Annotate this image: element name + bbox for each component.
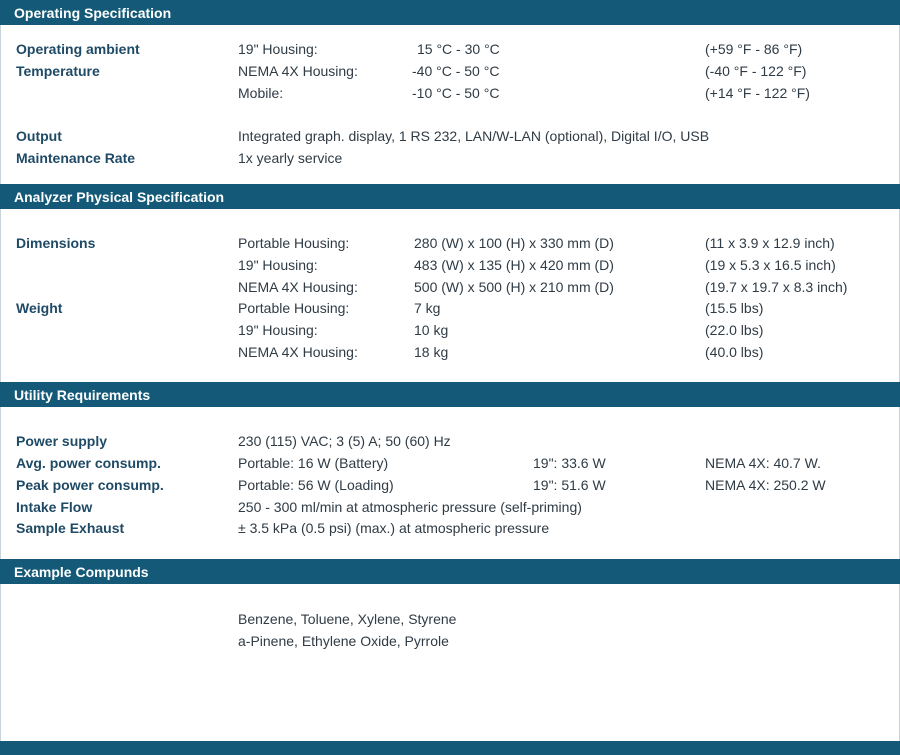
celsius-range: -40 °C - 50 °C	[412, 63, 500, 79]
spec-label: Maintenance Rate	[16, 150, 136, 166]
spec-label: Avg. power consump.	[16, 455, 161, 471]
section-body-physical	[0, 209, 900, 382]
spec-row	[1, 319, 900, 341]
imperial-value: (19 x 5.3 x 16.5 inch)	[705, 257, 836, 273]
spec-row	[1, 474, 900, 496]
spec-label: Weight	[16, 300, 63, 316]
nema-value: NEMA 4X: 250.2 W	[705, 477, 826, 493]
spec-row	[1, 452, 900, 474]
spec-value: 250 - 300 ml/min at atmospheric pressure (self-priming)	[238, 499, 582, 515]
spec-row	[1, 297, 900, 319]
spec-label: Intake Flow	[16, 499, 93, 515]
spec-label: Operating ambient	[16, 41, 140, 57]
housing-label: 19" Housing:	[238, 257, 318, 273]
spec-row	[1, 60, 900, 82]
spec-row	[1, 517, 900, 539]
spec-row	[1, 496, 900, 518]
metric-value: 500 (W) x 500 (H) x 210 mm (D)	[414, 279, 614, 295]
spec-label: Temperature	[16, 63, 100, 79]
housing-label: NEMA 4X Housing:	[238, 279, 358, 295]
fahrenheit-range: (-40 °F - 122 °F)	[705, 63, 807, 79]
metric-value: 483 (W) x 135 (H) x 420 mm (D)	[414, 257, 614, 273]
housing-label: Mobile:	[238, 85, 284, 101]
portable-value: Portable: 56 W (Loading)	[238, 477, 394, 493]
compound-list: a-Pinene, Ethylene Oxide, Pyrrole	[238, 633, 449, 649]
spec-row	[1, 82, 900, 104]
imperial-value: (40.0 lbs)	[705, 344, 764, 360]
housing-label: Portable Housing:	[238, 300, 350, 316]
metric-value: 10 kg	[414, 322, 449, 338]
section-header-operating	[0, 0, 900, 25]
rack-value: 19": 51.6 W	[533, 477, 606, 493]
section-header-compounds	[0, 559, 900, 584]
metric-value: 280 (W) x 100 (H) x 330 mm (D)	[414, 235, 614, 251]
section-body-compounds	[0, 584, 900, 741]
fahrenheit-range: (+59 °F - 86 °F)	[705, 41, 803, 57]
housing-label: NEMA 4X Housing:	[238, 344, 358, 360]
spec-row	[1, 430, 900, 452]
spec-label: Peak power consump.	[16, 477, 164, 493]
spec-row	[1, 147, 900, 169]
footer-bar	[0, 741, 900, 755]
spec-row	[1, 125, 900, 147]
section-title: Operating Specification	[14, 4, 172, 21]
spec-value: ± 3.5 kPa (0.5 psi) (max.) at atmospheric pressure	[238, 520, 550, 536]
section-title: Utility Requirements	[14, 386, 151, 403]
imperial-value: (19.7 x 19.7 x 8.3 inch)	[705, 279, 848, 295]
housing-label: NEMA 4X Housing:	[238, 63, 358, 79]
section-header-physical	[0, 184, 900, 209]
compound-line	[1, 608, 900, 630]
rack-value: 19": 33.6 W	[533, 455, 606, 471]
spec-value: 1x yearly service	[238, 150, 343, 166]
spec-row	[1, 38, 900, 60]
spec-row	[1, 254, 900, 276]
compound-list: Benzene, Toluene, Xylene, Styrene	[238, 611, 457, 627]
housing-label: 19" Housing:	[238, 41, 318, 57]
imperial-value: (15.5 lbs)	[705, 300, 764, 316]
imperial-value: (11 x 3.9 x 12.9 inch)	[705, 235, 835, 251]
spec-label: Power supply	[16, 433, 108, 449]
imperial-value: (22.0 lbs)	[705, 322, 764, 338]
section-title: Example Compunds	[14, 563, 149, 580]
housing-label: 19" Housing:	[238, 322, 318, 338]
spec-label: Dimensions	[16, 235, 96, 251]
spec-label: Sample Exhaust	[16, 520, 125, 536]
portable-value: Portable: 16 W (Battery)	[238, 455, 389, 471]
spec-value: 230 (115) VAC; 3 (5) A; 50 (60) Hz	[238, 433, 451, 449]
compound-line	[1, 630, 900, 652]
spec-row	[1, 276, 900, 298]
nema-value: NEMA 4X: 40.7 W.	[705, 455, 821, 471]
section-header-utility	[0, 382, 900, 407]
spec-value: Integrated graph. display, 1 RS 232, LAN/W-LAN (optional), Digital I/O, USB	[238, 128, 710, 144]
fahrenheit-range: (+14 °F - 122 °F)	[705, 85, 810, 101]
spec-row	[1, 341, 900, 363]
metric-value: 7 kg	[414, 300, 441, 316]
spec-label: Output	[16, 128, 62, 144]
housing-label: Portable Housing:	[238, 235, 350, 251]
spec-row	[1, 232, 900, 254]
section-body-operating	[0, 25, 900, 184]
celsius-range: 15 °C - 30 °C	[417, 41, 500, 57]
section-title: Analyzer Physical Specification	[14, 188, 225, 205]
celsius-range: -10 °C - 50 °C	[412, 85, 500, 101]
metric-value: 18 kg	[414, 344, 449, 360]
section-body-utility	[0, 407, 900, 559]
